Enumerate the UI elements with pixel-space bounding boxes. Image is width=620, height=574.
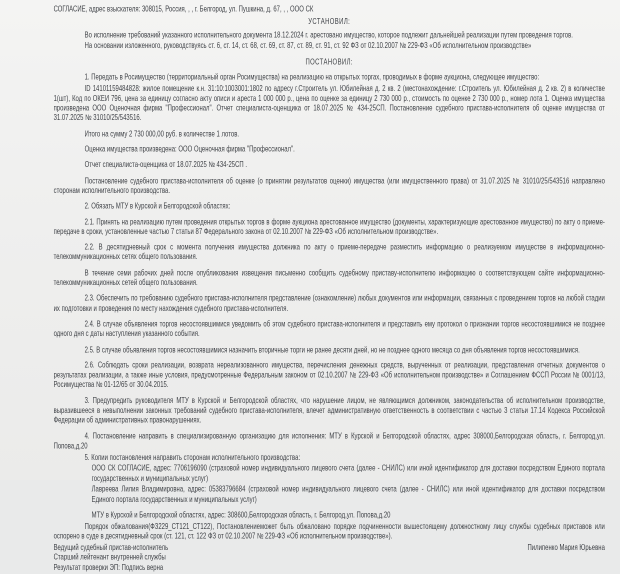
section-title-established: УСТАНОВИЛ:	[308, 16, 351, 27]
decree-item-2-6: 2.6. Соблюдать сроки реализации, возврата нереализованного имущества, перечисления денежных средств, вырученных от реализации, представления отчетных документов о результатах реализации, а также иные условия, предусмотренные Федеральным законом от 02.10.2007 № 229-ФЗ «Об исполнительном производстве» и Соглашением ФССП России № 0001/13, Росимущества № 01-12/65 от 30.04.2015.	[53, 359, 605, 390]
total-sum: Итого на сумму 2 730 000,00 руб. в количестве 1 лотов.	[84, 128, 240, 138]
recipient-3: МТУ в Курской и Белгородской областях, адрес: 308600,Белгородская область, г. Белгород,ул. Попова,д.20	[91, 509, 391, 520]
decree-item-2-5: 2.5. В случае объявления торгов несостоявшимися назначить вторичные торги не ранее десяти дней, но не позднее одного месяца со дня объявления торгов несостоявшимися.	[84, 344, 580, 354]
decree-item-4: 4. Постановление направить в специализированную организацию для исполнения: МТУ в Курской и Белгородской областях, адрес 308000,Белгородская область, г. Белгород,ул. Попова,д.20	[53, 430, 605, 451]
recipient-1: ООО СК СОГЛАСИЕ, адрес: 7706196090 (страховой номер индивидуального лицевого счета (далее - СНИЛС) или иной идентификатор для доставки посредством Единого портала государственных и муниципальных услуг)	[91, 462, 605, 483]
property-description: ID 14101159484828: жилое помещение к.н. 31:10:1003001:1802 по адресу г.Строитель ул. Юбилейная д. 2 кв. 2 (местонахождение: г.Строитель ул. Юбилейная д. 2 кв. 2) в количестве 1(шт), Код по ОКЕИ 796, цена за единицу согласно акту описи и ареста 1 000 000 р., цена по оценке за единицу 2 730 000 р., стоимость по оценке 2 730 000 р., номер лота 1. Оценка имущества произведена ООО Оценочная фирма "Профессионал". Отчет специалиста-оценщика от 18.07.2025 № 434-25СП. Постановление судебного пристава-исполнителя об оценке имущества от 31.07.2025 № 31010/25/543516.	[53, 83, 605, 123]
valuation-decree-sent: Постановление судебного пристава-исполнителя об оценке (о принятии результатов оценки) имущества (или имущественного права) от 31.07.2025 № 31010/25/543516 направлено сторонам исполнительного производства.	[53, 175, 605, 195]
decree-item-5: 5. Копии постановления направить сторонам исполнительного производства:	[84, 451, 301, 462]
valuation-firm: Оценка имущества произведена: ООО Оценочная фирма "Профессионал".	[84, 144, 295, 154]
decree-item-2-3: 2.3. Обеспечить по требованию судебного пристава-исполнителя представление (ознакомление) любых документов или информации, связанных с проведением торгов на любой стадии их подготовки и проведения по месту нахождения судебного пристава-исполнителя.	[53, 293, 605, 313]
decree-item-1: 1. Передать в Росимущество (территориальный орган Росимущества) на реализацию на открытых торгах, проводимых в форме аукциона, следующее имущество:	[84, 71, 540, 82]
officer-name: Пилипенко Мария Юрьевна	[527, 541, 605, 552]
officer-position: Ведущий судебный пристав-исполнитель	[53, 541, 169, 552]
decree-item-3: 3. Предупредить руководителя МТУ в Курской и Белгородской областях, что нарушение лицом, не являющимся должником, законодательства об исполнительном производстве, выразившееся в невыполнении законных требований судебного пристава-исполнителя, влечет административную ответственность в соответствии с частью 3 статьи 17.14 Кодекса Российской Федерации об административных правонарушениях.	[53, 395, 605, 425]
header-line: СОГЛАСИЕ, адрес взыскателя: 308015, Россия, , , г. Белгород, ул. Пушкина, д. 67, , , ООО СК	[53, 3, 314, 14]
decree-item-2-4: 2.4. В случае объявления торгов несостоявшимися уведомить об этом судебного пристава-исполнителя и представить ему протокол о признании торгов несостоявшимися не позднее одного дня с даты наступления указанного события.	[53, 318, 605, 339]
decree-item-2-1: 2.1. Принять на реализацию путем проведения открытых торгов в форме аукциона арестованное имущество (документы, характеризующие арестованное имущество) по акту о приеме-передаче в сроки, установленные частью 7 статьи 87 Федерального закона от 02.10.2007 № 229-ФЗ «Об исполнительном производстве».	[53, 216, 605, 236]
decree-item-2: 2. Обязать МТУ в Курской и Белгородской областях:	[84, 200, 231, 211]
established-paragraph-2: На основании изложенного, руководствуясь ст. 6, ст. 14, ст. 68, ст. 69, ст. 87, ст. 89, ст. 91, ст. 92 ФЗ от 02.10.2007 № 229-ФЗ «Об исполнительном производстве»	[84, 40, 532, 51]
recipient-2: Лавреева Лилия Владимировна, адрес: 05383796684 (страховой номер индивидуального лицевого счета (далее - СНИЛС) или иной идентификатор для доставки посредством Единого портала государственных и муниципальных услуг)	[91, 484, 605, 504]
signature-block	[54, 542, 605, 552]
valuation-report: Отчет специалиста-оценщика от 18.07.2025 № 434-25СП .	[84, 159, 248, 170]
decree-item-2-2-notice: В течение семи рабочих дней после опубликования извещения письменно сообщить судебному приставу-исполнителю информацию о соответствующем сайте информационно-телекоммуникационных сетей общего пользования.	[53, 267, 605, 288]
appeal-procedure: Порядок обжалования(ФЗ229_СТ121_СТ122), Постановлениеможет быть обжаловано порядке подчиненности вышестоящему должностному лицу службы судебных приставов или оспорено в суде в десятидневный срок (ст. 121, ст. 122 ФЗ от 02.10.2007 № 229-ФЗ «Об исполнительном производстве»).	[53, 520, 605, 541]
officer-rank: Старший лейтенант внутренней службы	[53, 551, 166, 562]
section-title-decreed: ПОСТАНОВИЛ:	[305, 56, 353, 66]
signature-check: Результат проверки ЭП: Подпись верна	[53, 563, 164, 573]
established-paragraph-1: Во исполнение требований указанного исполнительного документа 18.12.2024 г. арестовано имущество, которое подлежит дальнейшей реализации путем проведения торгов.	[84, 29, 573, 39]
decree-item-2-2: 2.2. В десятидневный срок с момента получения имущества должника по акту о приеме-передаче разместить информацию о реализуемом имуществе в информационно-телекоммуникационных сетях общего пользования.	[53, 242, 605, 262]
